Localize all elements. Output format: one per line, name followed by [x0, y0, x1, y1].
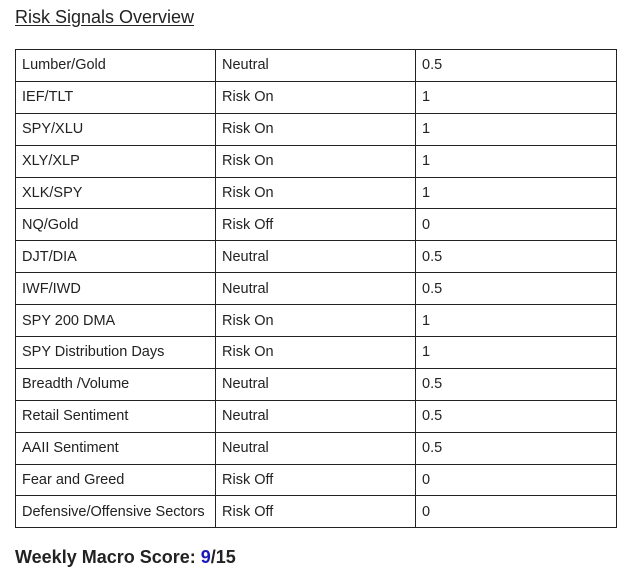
table-row [16, 113, 617, 145]
table-row [16, 337, 617, 369]
indicator-cell: IWF/IWD [16, 273, 216, 305]
table-row [16, 400, 617, 432]
score-total: /15 [210, 547, 236, 567]
signal-cell: Risk Off [216, 496, 416, 528]
score-cell: 1 [416, 113, 617, 145]
score-cell: 0.5 [416, 241, 617, 273]
score-cell: 1 [416, 81, 617, 113]
table-row [16, 305, 617, 337]
score-cell: 0 [416, 209, 617, 241]
score-cell: 0.5 [416, 50, 617, 82]
score-cell: 1 [416, 305, 617, 337]
table-body [16, 50, 617, 528]
signal-cell: Risk On [216, 113, 416, 145]
weekly-macro-score [15, 546, 236, 568]
score-value: 9 [200, 547, 211, 567]
score-cell: 1 [416, 177, 617, 209]
signal-cell: Neutral [216, 368, 416, 400]
indicator-cell: AAII Sentiment [16, 432, 216, 464]
signal-cell: Neutral [216, 432, 416, 464]
signal-cell: Risk On [216, 145, 416, 177]
indicator-cell: NQ/Gold [16, 209, 216, 241]
indicator-cell: XLY/XLP [16, 145, 216, 177]
table-row [16, 432, 617, 464]
indicator-cell: SPY 200 DMA [16, 305, 216, 337]
score-cell: 0.5 [416, 273, 617, 305]
score-cell: 0.5 [416, 400, 617, 432]
signal-cell: Risk On [216, 337, 416, 369]
signal-cell: Neutral [216, 241, 416, 273]
score-cell: 0 [416, 464, 617, 496]
signal-cell: Neutral [216, 273, 416, 305]
score-cell: 0 [416, 496, 617, 528]
indicator-cell: IEF/TLT [16, 81, 216, 113]
table-row [16, 145, 617, 177]
indicator-cell: SPY/XLU [16, 113, 216, 145]
table-row [16, 464, 617, 496]
table-row [16, 241, 617, 273]
page-title: Risk Signals Overview [15, 7, 195, 27]
indicator-cell: Lumber/Gold [16, 50, 216, 82]
table-row [16, 273, 617, 305]
signal-cell: Risk On [216, 177, 416, 209]
signal-cell: Neutral [216, 400, 416, 432]
indicator-cell: DJT/DIA [16, 241, 216, 273]
table-row [16, 81, 617, 113]
risk-signals-table [15, 49, 617, 528]
score-label: Weekly Macro Score: [15, 547, 201, 567]
table-row [16, 209, 617, 241]
indicator-cell: Defensive/Offensive Sectors [16, 496, 216, 528]
indicator-cell: XLK/SPY [16, 177, 216, 209]
signal-cell: Risk On [216, 305, 416, 337]
score-cell: 1 [416, 145, 617, 177]
score-cell: 0.5 [416, 432, 617, 464]
table-row [16, 50, 617, 82]
table-row [16, 368, 617, 400]
indicator-cell: Retail Sentiment [16, 400, 216, 432]
table-row [16, 177, 617, 209]
signal-cell: Risk Off [216, 209, 416, 241]
indicator-cell: Fear and Greed [16, 464, 216, 496]
indicator-cell: Breadth /Volume [16, 368, 216, 400]
score-cell: 1 [416, 337, 617, 369]
signal-cell: Neutral [216, 50, 416, 82]
signal-cell: Risk On [216, 81, 416, 113]
score-cell: 0.5 [416, 368, 617, 400]
indicator-cell: SPY Distribution Days [16, 337, 216, 369]
table-row [16, 496, 617, 528]
signal-cell: Risk Off [216, 464, 416, 496]
